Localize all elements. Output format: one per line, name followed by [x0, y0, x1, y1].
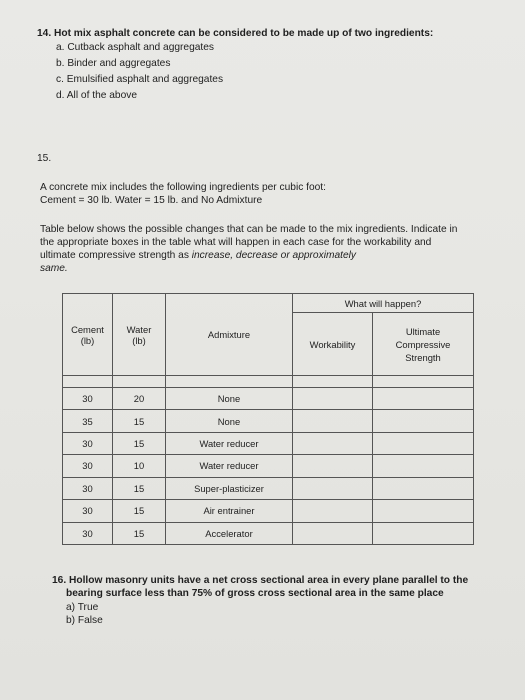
cement-cell: 30 — [63, 432, 113, 454]
table-row — [63, 455, 474, 477]
header-what-will-happen: What will happen? — [293, 294, 474, 313]
header-cement: Cement (lb) — [63, 294, 113, 376]
q14-option-c: c. Emulsified asphalt and aggregates — [56, 74, 224, 85]
workability-answer-box[interactable] — [293, 522, 373, 545]
admixture-cell: None — [166, 387, 293, 409]
admixture-cell: Water reducer — [166, 455, 293, 477]
water-cell: 20 — [113, 387, 166, 409]
table-spacer-row — [63, 376, 474, 388]
water-cell: 10 — [113, 455, 166, 477]
admixture-cell: Air entrainer — [166, 500, 293, 522]
table-row — [63, 387, 474, 409]
workability-answer-box[interactable] — [293, 387, 373, 409]
q16-option-a: a) True — [66, 602, 99, 613]
workability-answer-box[interactable] — [293, 500, 373, 522]
strength-answer-box[interactable] — [373, 432, 474, 454]
q14-option-a: a. Cutback asphalt and aggregates — [56, 42, 215, 53]
mix-changes-table — [62, 293, 474, 545]
strength-answer-box[interactable] — [373, 410, 474, 432]
q15-paragraph-line4: same. — [40, 263, 68, 274]
water-cell: 15 — [113, 522, 166, 545]
q14-option-d: d. All of the above — [56, 90, 137, 101]
q15-paragraph-line3: ultimate compressive strength as increase, decrease or approximately — [40, 250, 356, 261]
strength-answer-box[interactable] — [373, 387, 474, 409]
admixture-cell: Accelerator — [166, 522, 293, 545]
q14-option-b: b. Binder and aggregates — [56, 58, 171, 69]
q16-text-line1: 16. Hollow masonry units have a net cross sectional area in every plane parallel to the — [52, 575, 469, 586]
cement-cell: 30 — [63, 455, 113, 477]
table-row — [63, 500, 474, 522]
strength-answer-box[interactable] — [373, 522, 474, 545]
water-cell: 15 — [113, 477, 166, 499]
table-row — [63, 522, 474, 545]
strength-answer-box[interactable] — [373, 500, 474, 522]
table-row — [63, 410, 474, 432]
admixture-cell: None — [166, 410, 293, 432]
q15-intro-line2: Cement = 30 lb. Water = 15 lb. and No Admixture — [40, 195, 263, 206]
q15-intro-line1: A concrete mix includes the following ingredients per cubic foot: — [40, 182, 326, 193]
water-cell: 15 — [113, 500, 166, 522]
cement-cell: 30 — [63, 522, 113, 545]
table-row — [63, 432, 474, 454]
q15-number: 15. — [37, 153, 52, 164]
strength-answer-box[interactable] — [373, 455, 474, 477]
workability-answer-box[interactable] — [293, 432, 373, 454]
q16-text-line2: bearing surface less than 75% of gross cross sectional area in the same place — [66, 588, 444, 599]
table-row — [63, 477, 474, 499]
q15-paragraph-line1: Table below shows the possible changes that can be made to the mix ingredients. Indicate in — [40, 224, 458, 235]
cement-cell: 30 — [63, 500, 113, 522]
header-water: Water (lb) — [113, 294, 166, 376]
cement-cell: 35 — [63, 410, 113, 432]
q16-option-b: b) False — [66, 615, 103, 626]
workability-answer-box[interactable] — [293, 455, 373, 477]
water-cell: 15 — [113, 432, 166, 454]
water-cell: 15 — [113, 410, 166, 432]
header-ultimate-strength: Ultimate Compressive Strength — [373, 313, 474, 376]
cement-cell: 30 — [63, 477, 113, 499]
admixture-cell: Water reducer — [166, 432, 293, 454]
q14-text: 14. Hot mix asphalt concrete can be considered to be made up of two ingredients: — [37, 28, 434, 39]
cement-cell: 30 — [63, 387, 113, 409]
q15-paragraph-line2: the appropriate boxes in the table what will happen in each case for the workability and — [40, 237, 432, 248]
admixture-cell: Super-plasticizer — [166, 477, 293, 499]
workability-answer-box[interactable] — [293, 410, 373, 432]
strength-answer-box[interactable] — [373, 477, 474, 499]
header-workability: Workability — [293, 313, 373, 376]
header-admixture: Admixture — [166, 294, 293, 376]
workability-answer-box[interactable] — [293, 477, 373, 499]
